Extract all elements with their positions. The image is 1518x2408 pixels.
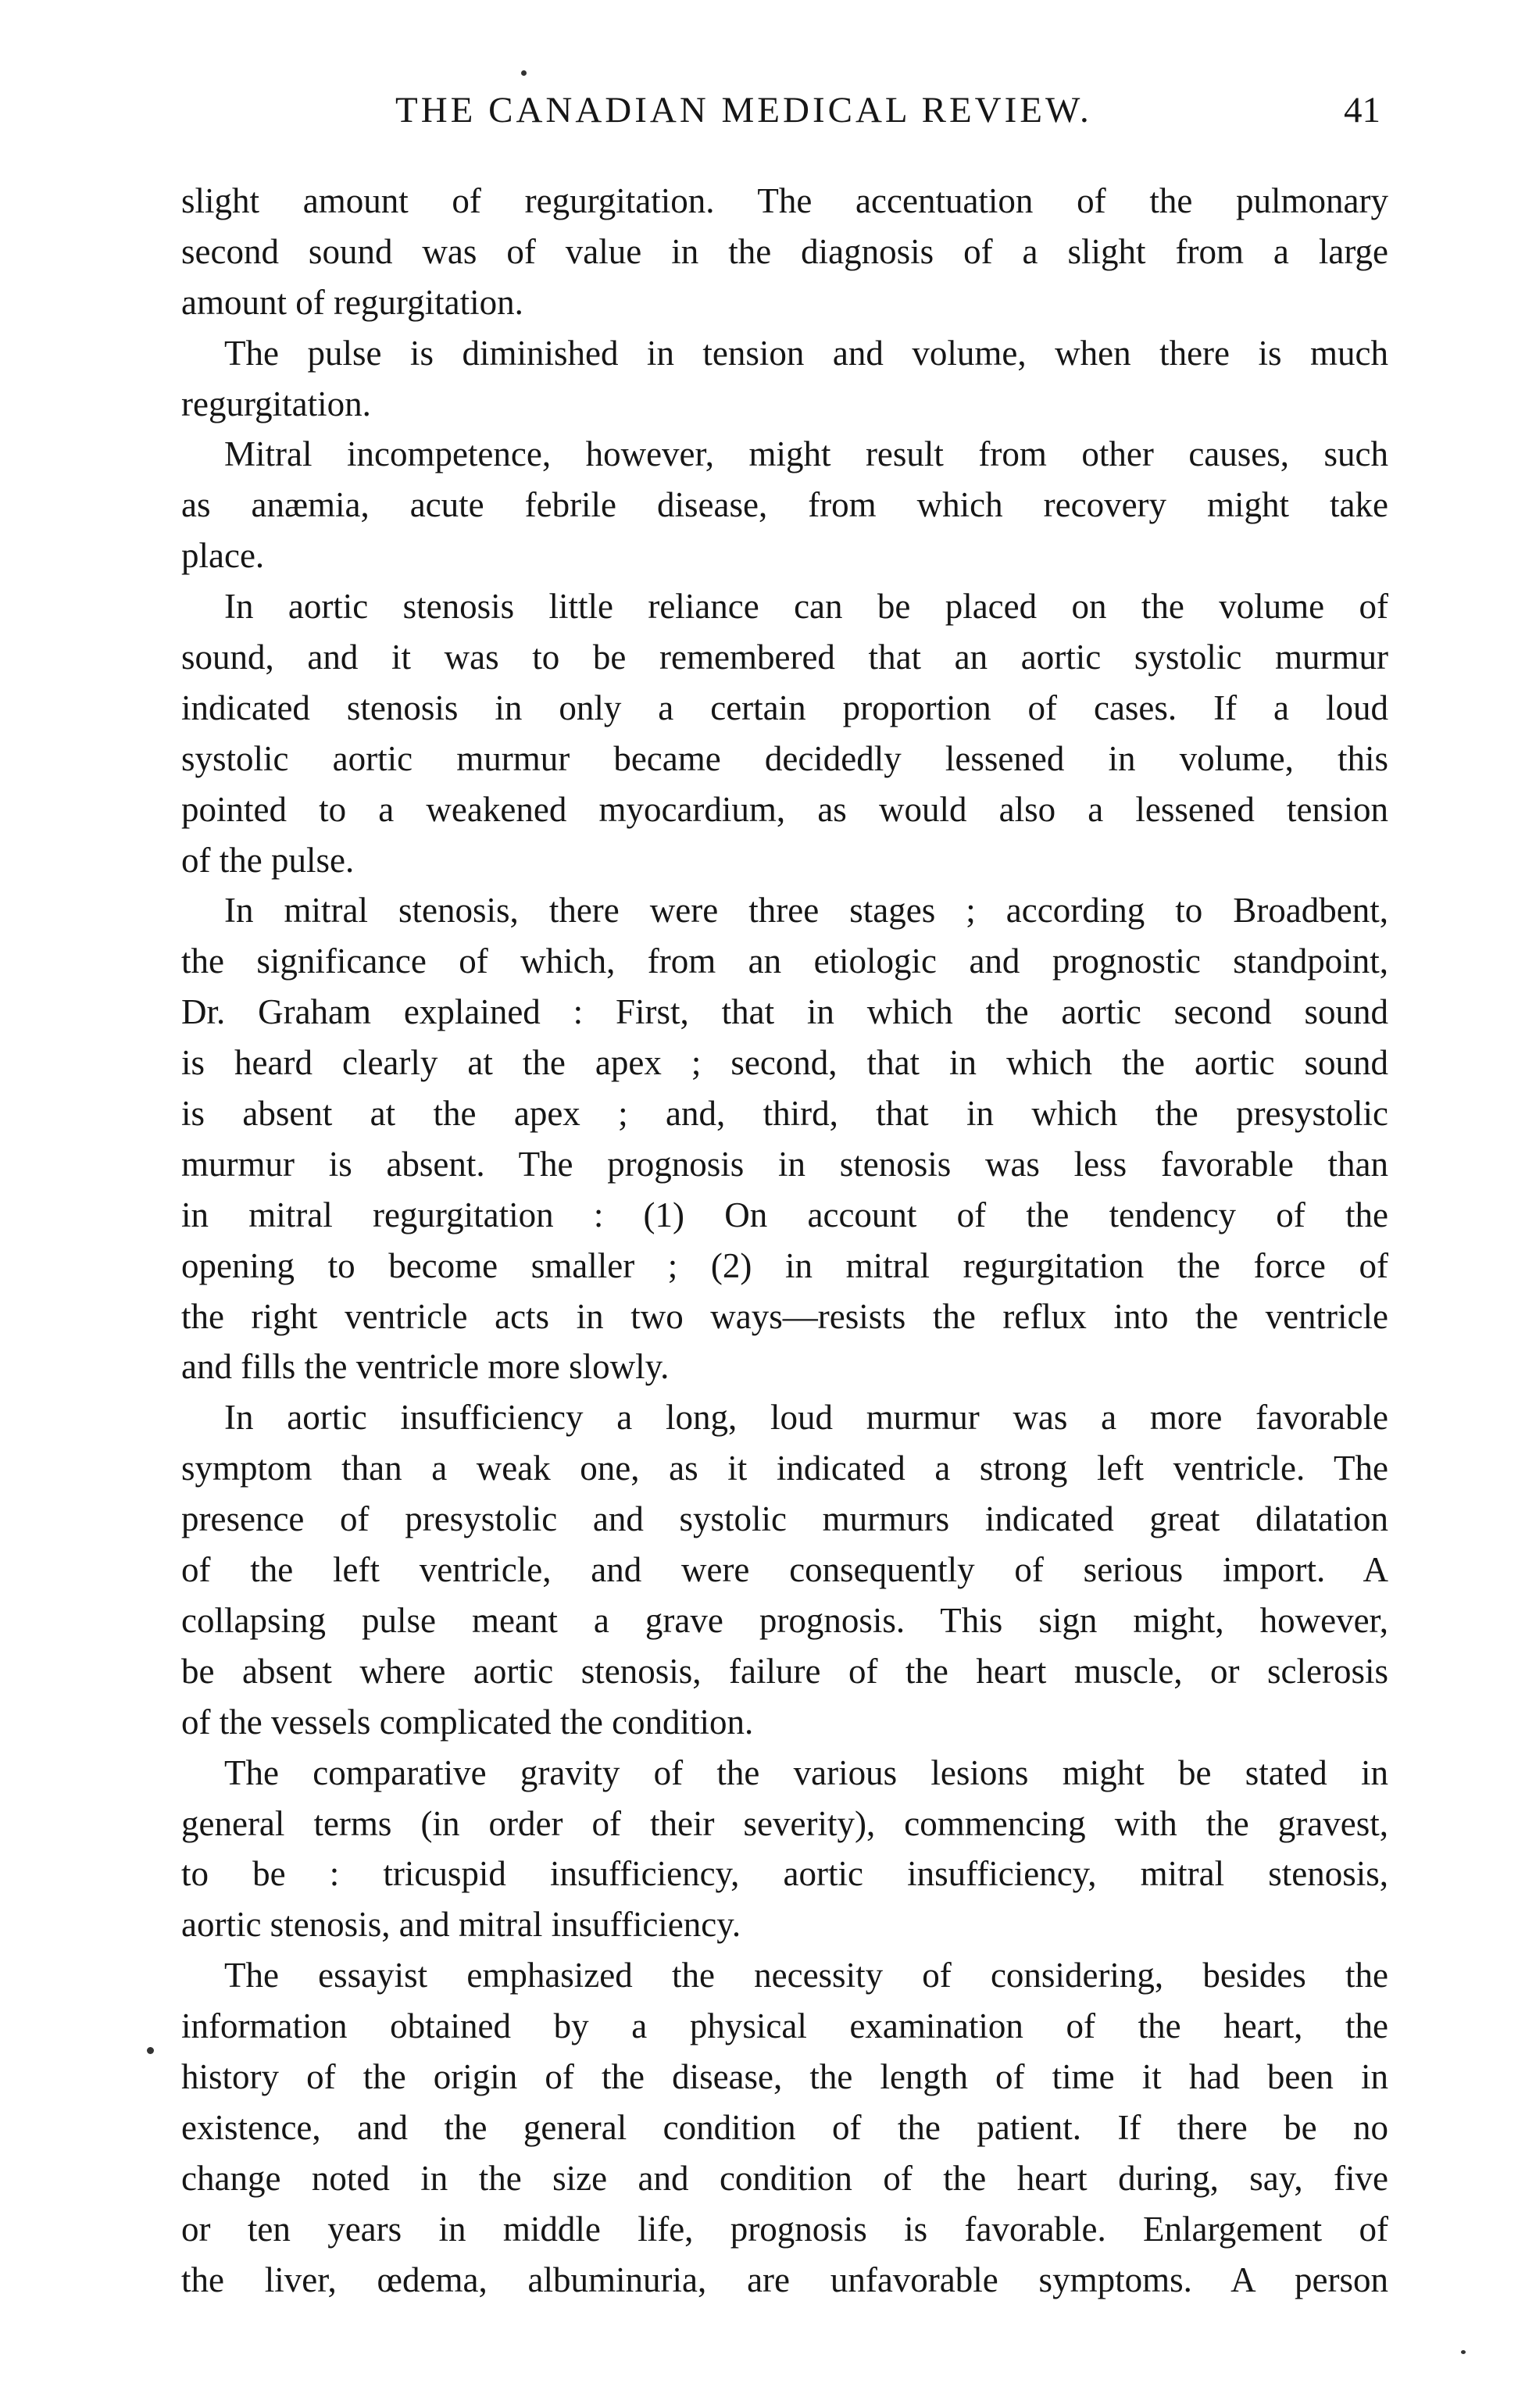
text-line: slight amount of regurgitation. The accentuation of the pulmonary (181, 181, 1388, 220)
text-line: to be : tricuspid insufficiency, aortic insufficiency, mitral stenosis, (181, 1854, 1388, 1894)
paragraph-first-line: The essayist emphasized the necessity of considering, besides the (224, 1956, 1388, 1995)
text-line: indicated stenosis in only a certain proportion of cases. If a loud (181, 688, 1388, 727)
text-line: second sound was of value in the diagnosis of a slight from a large (181, 231, 1388, 271)
paragraph-first-line: The comparative gravity of the various lesions might be stated in (224, 1752, 1388, 1792)
text-line: the right ventricle acts in two ways—resists the reflux into the ventricle (181, 1296, 1388, 1336)
text-line: general terms (in order of their severity), commencing with the gravest, (181, 1803, 1388, 1843)
text-line: or ten years in middle life, prognosis is favorable. Enlargement of (181, 2209, 1388, 2249)
text-line: systolic aortic murmur became decidedly lessened in volume, this (181, 738, 1388, 778)
paragraph-first-line: In aortic stenosis little reliance can be placed on the volume of (224, 587, 1388, 627)
text-line: aortic stenosis, and mitral insufficiency. (181, 1905, 741, 1945)
text-line: symptom than a weak one, as it indicated a strong left ventricle. The (181, 1449, 1388, 1488)
text-line: Dr. Graham explained : First, that in which the aortic second sound (181, 992, 1388, 1032)
text-line: of the pulse. (181, 840, 355, 880)
text-line: of the vessels complicated the condition. (181, 1702, 754, 1742)
running-title: THE CANADIAN MEDICAL REVIEW. (395, 90, 1092, 130)
text-line: change noted in the size and condition of the heart during, say, five (181, 2158, 1388, 2198)
paragraph-first-line: Mitral incompetence, however, might result from other causes, such (224, 434, 1388, 474)
print-speck-mark (521, 70, 527, 76)
text-line: amount of regurgitation. (181, 282, 523, 322)
print-speck-mark (1461, 2350, 1466, 2354)
text-line: existence, and the general condition of the patient. If there be no (181, 2107, 1388, 2147)
paragraph-first-line: The pulse is diminished in tension and volume, when there is much (224, 333, 1388, 373)
paragraph-first-line: In mitral stenosis, there were three stages ; according to Broadbent, (224, 891, 1388, 931)
text-line: is absent at the apex ; and, third, that in which the presystolic (181, 1094, 1388, 1134)
text-line: the significance of which, from an etiologic and prognostic standpoint, (181, 941, 1388, 981)
text-line: is heard clearly at the apex ; second, that in which the aortic sound (181, 1043, 1388, 1083)
text-line: as anæmia, acute febrile disease, from which recovery might take (181, 485, 1388, 525)
text-line: sound, and it was to be remembered that an aortic systolic murmur (181, 638, 1388, 677)
page-number: 41 (1344, 90, 1380, 130)
text-line: and fills the ventricle more slowly. (181, 1347, 670, 1387)
text-line: opening to become smaller ; (2) in mitral regurgitation the force of (181, 1245, 1388, 1285)
page-header (0, 84, 1518, 147)
text-line: be absent where aortic stenosis, failure of the heart muscle, or sclerosis (181, 1651, 1388, 1691)
text-line: murmur is absent. The prognosis in stenosis was less favorable than (181, 1144, 1388, 1184)
text-line: history of the origin of the disease, the length of time it had been in (181, 2056, 1388, 2096)
text-line: pointed to a weakened myocardium, as would also a lessened tension (181, 789, 1388, 829)
text-line: information obtained by a physical examination of the heart, the (181, 2006, 1388, 2046)
text-line: regurgitation. (181, 384, 371, 423)
text-line: presence of presystolic and systolic murmurs indicated great dilatation (181, 1499, 1388, 1539)
paragraph-first-line: In aortic insufficiency a long, loud murmur was a more favorable (224, 1398, 1388, 1438)
text-line: of the left ventricle, and were consequently of serious import. A (181, 1550, 1388, 1590)
text-line: place. (181, 536, 265, 576)
text-line: in mitral regurgitation : (1) On account of the tendency of the (181, 1195, 1388, 1234)
text-line: the liver, œdema, albuminuria, are unfavorable symptoms. A person (181, 2260, 1388, 2299)
print-speck-mark (147, 2047, 154, 2054)
text-line: collapsing pulse meant a grave prognosis. This sign might, however, (181, 1600, 1388, 1640)
body-text (181, 176, 1388, 2305)
